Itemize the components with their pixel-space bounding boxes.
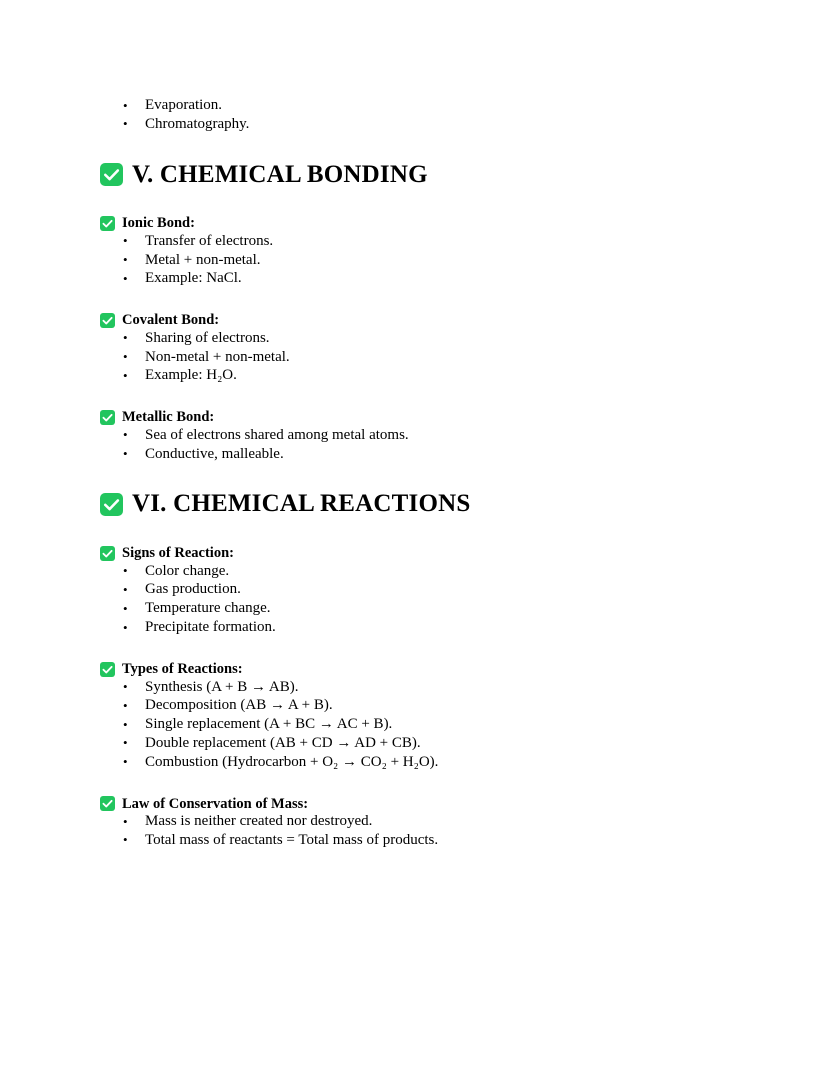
list-item: • Temperature change. (100, 599, 708, 618)
list-item: • Evaporation. (100, 96, 708, 115)
list-item: • Double replacement (AB + CD → AD + CB). (100, 734, 708, 753)
list-item: • Mass is neither created nor destroyed. (100, 812, 708, 831)
section-heading-text: VI. CHEMICAL REACTIONS (132, 490, 471, 518)
checkbox-checked-icon (100, 796, 115, 811)
section-heading-chemical-bonding (100, 161, 708, 189)
subsection-heading-text: Signs of Reaction: (122, 544, 234, 561)
subsection-heading-text: Covalent Bond: (122, 312, 220, 329)
checkbox-checked-icon (100, 216, 115, 231)
subsection-heading-text: Metallic Bond: (122, 409, 215, 426)
checkbox-checked-icon (100, 662, 115, 677)
section-heading-text: V. CHEMICAL BONDING (132, 160, 428, 188)
list-item: • Total mass of reactants = Total mass of products. (100, 831, 708, 850)
list-item: • Metal + non-metal. (100, 251, 708, 270)
top-continuation-list (100, 96, 708, 134)
subsection-heading-ionic-bond (100, 215, 708, 232)
subsection-heading-types-of-reactions (100, 661, 708, 678)
list-ionic-bond (100, 232, 708, 288)
list-covalent-bond (100, 329, 708, 385)
list-item: • Transfer of electrons. (100, 232, 708, 251)
list-item: • Sea of electrons shared among metal atoms. (100, 426, 708, 445)
checkbox-checked-icon (100, 163, 123, 186)
section-heading-chemical-reactions (100, 490, 708, 518)
list-law-of-conservation-of-mass (100, 812, 708, 850)
list-item: • Sharing of electrons. (100, 329, 708, 348)
list-item: • Conductive, malleable. (100, 445, 708, 464)
subsection-heading-law-of-conservation-of-mass (100, 796, 708, 813)
checkbox-checked-icon (100, 546, 115, 561)
subsection-heading-text: Law of Conservation of Mass: (122, 795, 309, 812)
list-item: • Decomposition (AB → A + B). (100, 696, 708, 715)
list-item: • Single replacement (A + BC → AC + B). (100, 715, 708, 734)
list-item: • Combustion (Hydrocarbon + O₂ → CO₂ + H₂O). (100, 753, 708, 772)
subsection-heading-signs-of-reaction (100, 545, 708, 562)
subsection-heading-text: Ionic Bond: (122, 215, 195, 232)
subsection-heading-text: Types of Reactions: (122, 660, 243, 677)
checkbox-checked-icon (100, 493, 123, 516)
list-item: • Color change. (100, 562, 708, 581)
list-metallic-bond (100, 426, 708, 464)
list-item: • Gas production. (100, 580, 708, 599)
list-types-of-reactions (100, 678, 708, 772)
list-item: • Non-metal + non-metal. (100, 348, 708, 367)
list-item: • Example: NaCl. (100, 269, 708, 288)
subsection-heading-covalent-bond (100, 312, 708, 329)
checkbox-checked-icon (100, 410, 115, 425)
checkbox-checked-icon (100, 313, 115, 328)
list-item: • Chromatography. (100, 115, 708, 134)
list-signs-of-reaction (100, 562, 708, 637)
subsection-heading-metallic-bond (100, 409, 708, 426)
list-item: • Example: H₂O. (100, 366, 708, 385)
list-item: • Synthesis (A + B → AB). (100, 678, 708, 697)
list-item: • Precipitate formation. (100, 618, 708, 637)
